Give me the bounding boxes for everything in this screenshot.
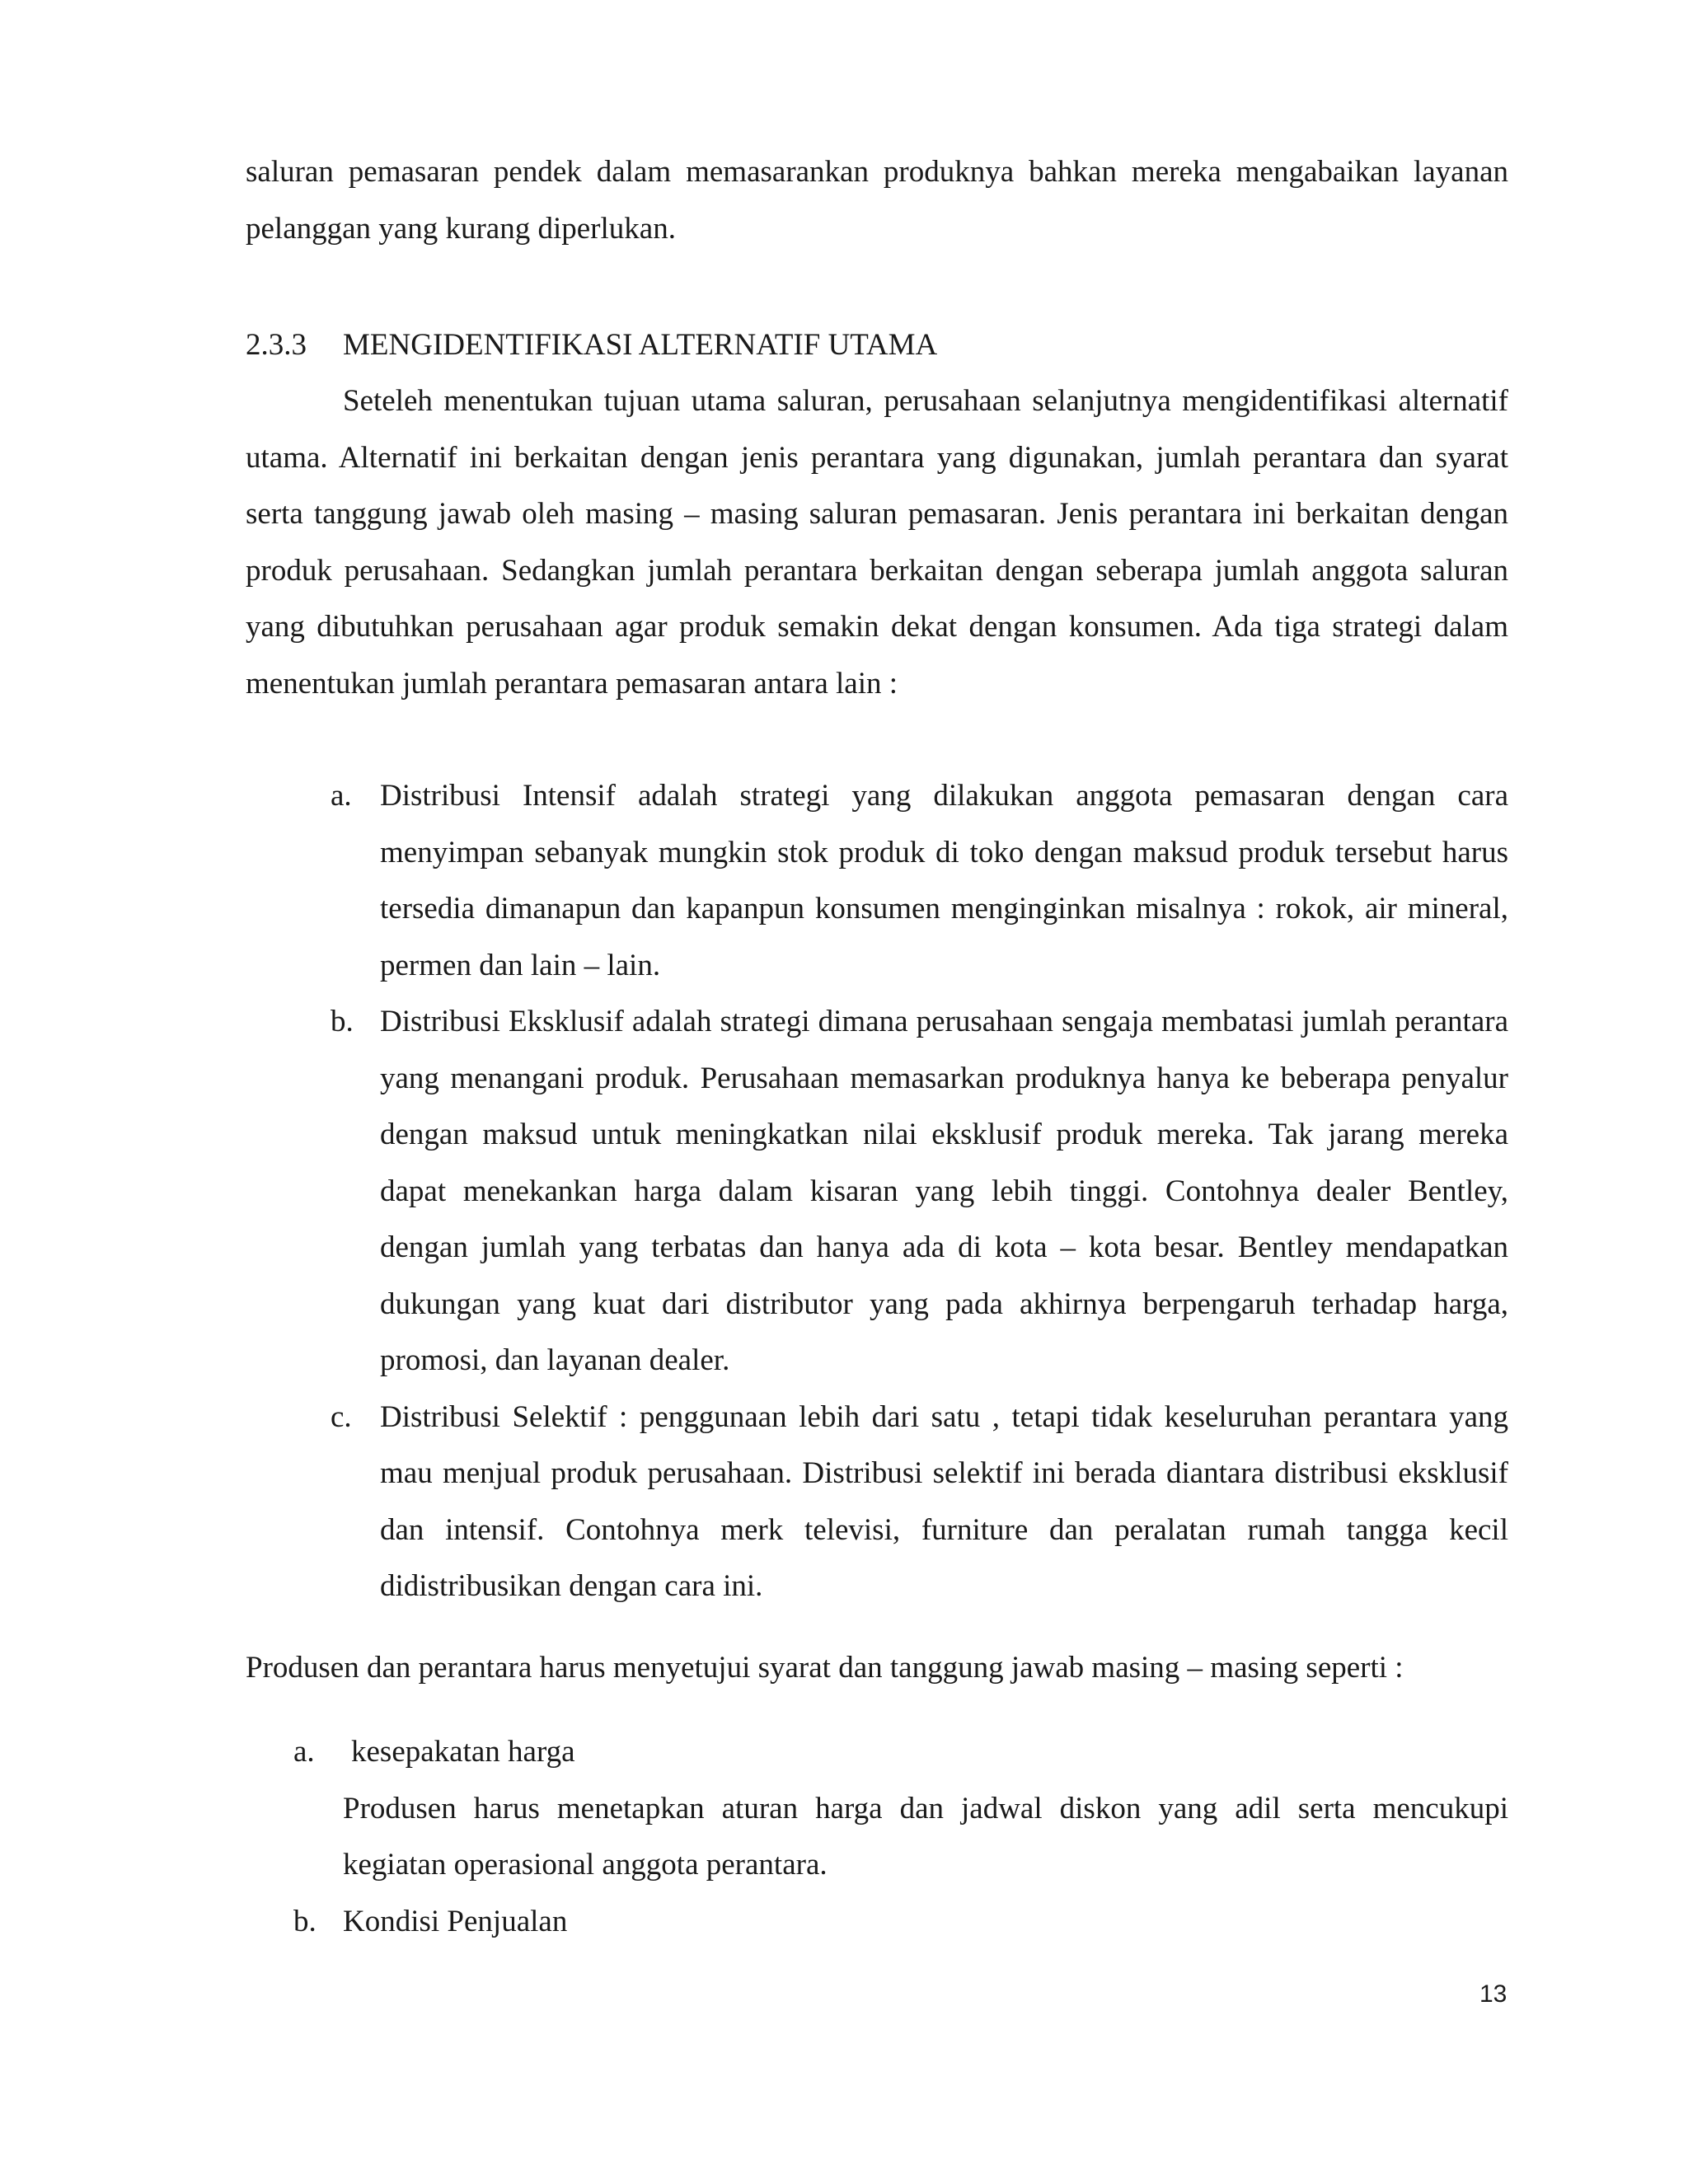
term-title: kesepakatan harga — [351, 1735, 575, 1769]
list-item-strategy-b — [246, 994, 1508, 1390]
list-item-text: Distribusi Selektif : penggunaan lebih dari satu , tetapi tidak keseluruhan perantara yang mau menjual produk perusahaan. Distribusi selektif ini berada diantara distribusi eksklusif dan intensif. Contohnya merk televisi, furniture dan peralatan rumah tangga kecil didistribusikan dengan cara ini. — [380, 1399, 1508, 1603]
list-item-strategy-c — [246, 1390, 1508, 1615]
term-description: Produsen harus menetapkan aturan harga dan jadwal diskon yang adil serta mencukupi kegiatan operasional anggota perantara. — [343, 1791, 1508, 1882]
section-title: MENGIDENTIFIKASI ALTERNATIF UTAMA — [343, 328, 938, 362]
term-title: Kondisi Penjualan — [343, 1904, 568, 1938]
section-paragraph: Seteleh menentukan tujuan utama saluran, perusahaan selanjutnya mengidentifikasi alternatif utama. Alternatif ini berkaitan dengan jenis perantara yang digunakan, jumlah perantara dan syarat serta tanggung jawab oleh masing – masing saluran pemasaran. Jenis perantara ini berkaitan dengan produk perusahaan. Sedangkan jumlah perantara berkaitan dengan seberapa jumlah anggota saluran yang dibutuhkan perusahaan agar produk semakin dekat dengan konsumen. Ada tiga strategi dalam menentukan jumlah perantara pemasaran antara lain : — [246, 384, 1508, 701]
page-number: 13 — [1479, 1980, 1507, 2008]
terms-intro-paragraph: Produsen dan perantara harus menyetujui syarat dan tanggung jawab masing – masing seperti : — [246, 1651, 1404, 1685]
list-marker: c. — [331, 1399, 352, 1434]
list-item-text: Distribusi Intensif adalah strategi yang dilakukan anggota pemasaran dengan cara menyimpan sebanyak mungkin stok produk di toko dengan maksud produk tersebut harus tersedia dimanapun dan kapanpun konsumen menginginkan misalnya : rokok, air mineral, permen dan lain – lain. — [380, 779, 1508, 982]
terms-list — [246, 1724, 1508, 1950]
section-number: 2.3.3 — [246, 328, 307, 362]
section-heading — [246, 317, 937, 374]
list-item-strategy-a — [246, 768, 1508, 994]
intro-paragraph: saluran pemasaran pendek dalam memasarankan produknya bahkan mereka mengabaikan layanan pelanggan yang kurang diperlukan. — [246, 155, 1508, 246]
list-item-term-b — [246, 1894, 1508, 1951]
list-marker: b. — [293, 1904, 316, 1938]
list-item-text: Distribusi Eksklusif adalah strategi dimana perusahaan sengaja membatasi jumlah perantara yang menangani produk. Perusahaan memasarkan produknya hanya ke beberapa penyalur dengan maksud untuk meningkatkan nilai eksklusif produk mereka. Tak jarang mereka dapat menekankan harga dalam kisaran yang lebih tinggi. Contohnya dealer Bentley, dengan jumlah yang terbatas dan hanya ada di kota – kota besar. Bentley mendapatkan dukungan yang kuat dari distributor yang pada akhirnya berpengaruh terhadap harga, promosi, dan layanan dealer. — [380, 1005, 1508, 1377]
strategy-list — [246, 768, 1508, 1615]
list-marker: b. — [331, 1005, 354, 1038]
list-marker: a. — [331, 779, 352, 813]
list-marker: a. — [293, 1735, 315, 1769]
list-item-term-a — [246, 1724, 1508, 1781]
